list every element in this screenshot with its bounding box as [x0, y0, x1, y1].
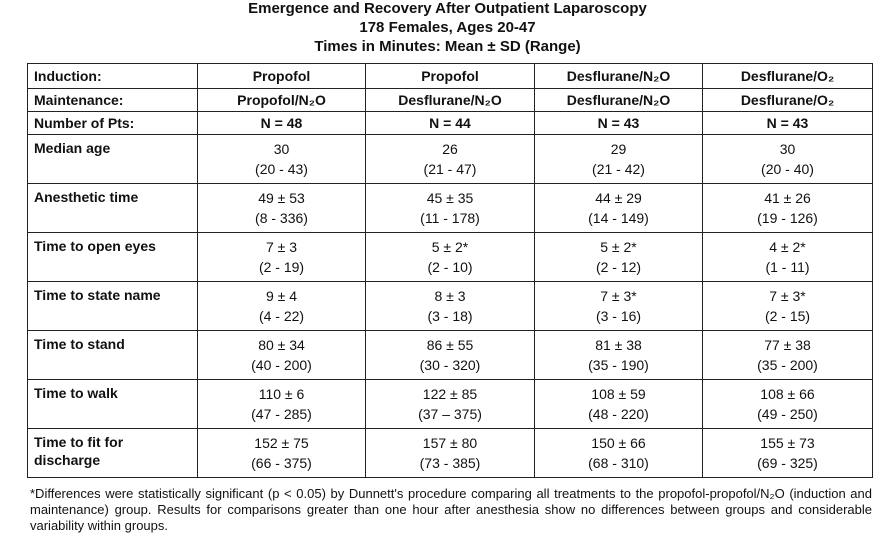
range: (3 - 18)	[427, 308, 473, 324]
range: (1 - 11)	[765, 259, 810, 275]
range: (35 - 200)	[757, 357, 818, 373]
range: (20 - 40)	[761, 161, 814, 177]
data-cell	[366, 184, 535, 233]
data-cell	[703, 184, 873, 233]
range: (73 - 385)	[419, 455, 481, 471]
header-row	[28, 112, 873, 135]
table-row	[28, 331, 873, 380]
row-label: Maintenance:	[28, 89, 198, 112]
mean-sd: 155 ± 73	[760, 435, 815, 451]
mean-sd: 4 ± 2*	[769, 239, 806, 255]
group-cell: N = 48	[198, 112, 366, 135]
mean-sd: 29	[610, 141, 627, 157]
mean-sd: 7 ± 3*	[769, 288, 806, 304]
data-cell	[535, 331, 703, 380]
mean-sd: 150 ± 66	[591, 435, 646, 451]
data-cell	[198, 429, 366, 478]
range: (66 - 375)	[251, 455, 312, 471]
table-row	[28, 184, 873, 233]
group-cell: N = 43	[703, 112, 873, 135]
group-cell: Desflurane/O₂	[703, 64, 873, 89]
data-cell	[703, 380, 873, 429]
data-cell	[366, 331, 535, 380]
table-row	[28, 429, 873, 478]
mean-sd: 108 ± 66	[760, 386, 815, 402]
mean-sd: 81 ± 38	[595, 337, 642, 353]
mean-sd: 77 ± 38	[764, 337, 811, 353]
data-cell	[535, 135, 703, 184]
group-cell: Desflurane/N₂O	[366, 89, 535, 112]
table-row	[28, 135, 873, 184]
data-cell	[535, 184, 703, 233]
group-cell: Desflurane/N₂O	[535, 64, 703, 89]
data-cell	[198, 282, 366, 331]
mean-sd: 157 ± 80	[422, 435, 478, 451]
data-cell	[366, 380, 535, 429]
range: (47 - 285)	[251, 406, 312, 422]
range: (48 - 220)	[588, 406, 649, 422]
data-cell	[366, 429, 535, 478]
mean-sd: 30	[779, 141, 796, 157]
range: (68 - 310)	[588, 455, 649, 471]
mean-sd: 9 ± 4	[265, 288, 298, 304]
range: (19 - 126)	[757, 210, 818, 226]
mean-sd: 26	[442, 141, 458, 157]
data-cell	[535, 429, 703, 478]
range: (2 - 15)	[764, 308, 811, 324]
group-cell: Desflurane/O₂	[703, 89, 873, 112]
data-cell	[535, 282, 703, 331]
row-label: Time to stand	[28, 331, 198, 380]
group-cell: N = 44	[366, 112, 535, 135]
group-cell: N = 43	[535, 112, 703, 135]
row-label: Time to open eyes	[28, 233, 198, 282]
data-cell	[198, 380, 366, 429]
mean-sd: 86 ± 55	[426, 337, 474, 353]
row-label: Time to state name	[28, 282, 198, 331]
data-cell	[535, 380, 703, 429]
mean-sd: 5 ± 2*	[600, 239, 637, 255]
mean-sd: 49 ± 53	[258, 190, 305, 206]
results-table	[27, 63, 873, 478]
data-cell	[703, 331, 873, 380]
range: (49 - 250)	[757, 406, 818, 422]
data-cell	[366, 135, 535, 184]
table-container	[27, 63, 872, 534]
mean-sd: 7 ± 3*	[600, 288, 637, 304]
data-cell	[198, 184, 366, 233]
mean-sd: 7 ± 3	[265, 239, 298, 255]
row-label: Anesthetic time	[28, 184, 198, 233]
range: (21 - 42)	[592, 161, 645, 177]
data-cell	[703, 135, 873, 184]
range: (35 - 190)	[588, 357, 649, 373]
footnote: *Differences were statistically significant (p < 0.05) by Dunnett's procedure comparing all treatments to the propofol-propofol/N₂O (induction and maintenance) group. Results for comparisons greater than one hour after anesthesia show no differences between groups and considerable variability within groups.	[30, 486, 872, 533]
range: (11 - 178)	[420, 210, 480, 226]
range: (4 - 22)	[258, 308, 305, 324]
mean-sd: 122 ± 85	[422, 386, 478, 402]
range: (69 - 325)	[757, 455, 818, 471]
header-row	[28, 89, 873, 112]
data-cell	[198, 233, 366, 282]
range: (21 - 47)	[423, 161, 477, 177]
mean-sd: 152 ± 75	[254, 435, 309, 451]
row-label: Time to walk	[28, 380, 198, 429]
mean-sd: 110 ± 6	[258, 386, 305, 402]
data-cell	[198, 331, 366, 380]
table-row	[28, 233, 873, 282]
data-cell	[198, 135, 366, 184]
mean-sd: 8 ± 3	[434, 288, 466, 304]
row-label: Time to fit for discharge	[28, 429, 198, 478]
data-cell	[703, 282, 873, 331]
mean-sd: 44 ± 29	[595, 190, 642, 206]
range: (2 - 10)	[427, 259, 473, 275]
data-cell	[703, 233, 873, 282]
group-cell: Propofol	[198, 64, 366, 89]
group-cell: Propofol/N₂O	[198, 89, 366, 112]
mean-sd: 45 ± 35	[426, 190, 474, 206]
range: (30 - 320)	[419, 357, 481, 373]
range: (14 - 149)	[588, 210, 649, 226]
data-cell	[703, 429, 873, 478]
data-cell	[366, 233, 535, 282]
row-label: Number of Pts:	[28, 112, 198, 135]
range: (40 - 200)	[251, 357, 312, 373]
range: (2 - 12)	[595, 259, 642, 275]
data-cell	[535, 233, 703, 282]
table-units: Times in Minutes: Mean ± SD (Range)	[314, 38, 581, 55]
range: (8 - 336)	[255, 210, 308, 226]
mean-sd: 30	[273, 141, 290, 157]
group-cell: Propofol	[366, 64, 535, 89]
mean-sd: 41 ± 26	[764, 190, 811, 206]
range: (2 - 19)	[258, 259, 305, 275]
table-row	[28, 282, 873, 331]
row-label: Median age	[28, 135, 198, 184]
table-row	[28, 380, 873, 429]
header-row	[28, 64, 873, 89]
group-cell: Desflurane/N₂O	[535, 89, 703, 112]
mean-sd: 5 ± 2*	[431, 239, 469, 255]
mean-sd: 108 ± 59	[591, 386, 646, 402]
table-subtitle: 178 Females, Ages 20-47	[359, 19, 536, 36]
row-label: Induction:	[28, 64, 198, 89]
mean-sd: 80 ± 34	[258, 337, 305, 353]
range: (20 - 43)	[255, 161, 308, 177]
range: (3 - 16)	[595, 308, 642, 324]
table-title: Emergence and Recovery After Outpatient Laparoscopy	[248, 0, 647, 17]
data-cell	[366, 282, 535, 331]
range: (37 – 375)	[418, 406, 482, 422]
